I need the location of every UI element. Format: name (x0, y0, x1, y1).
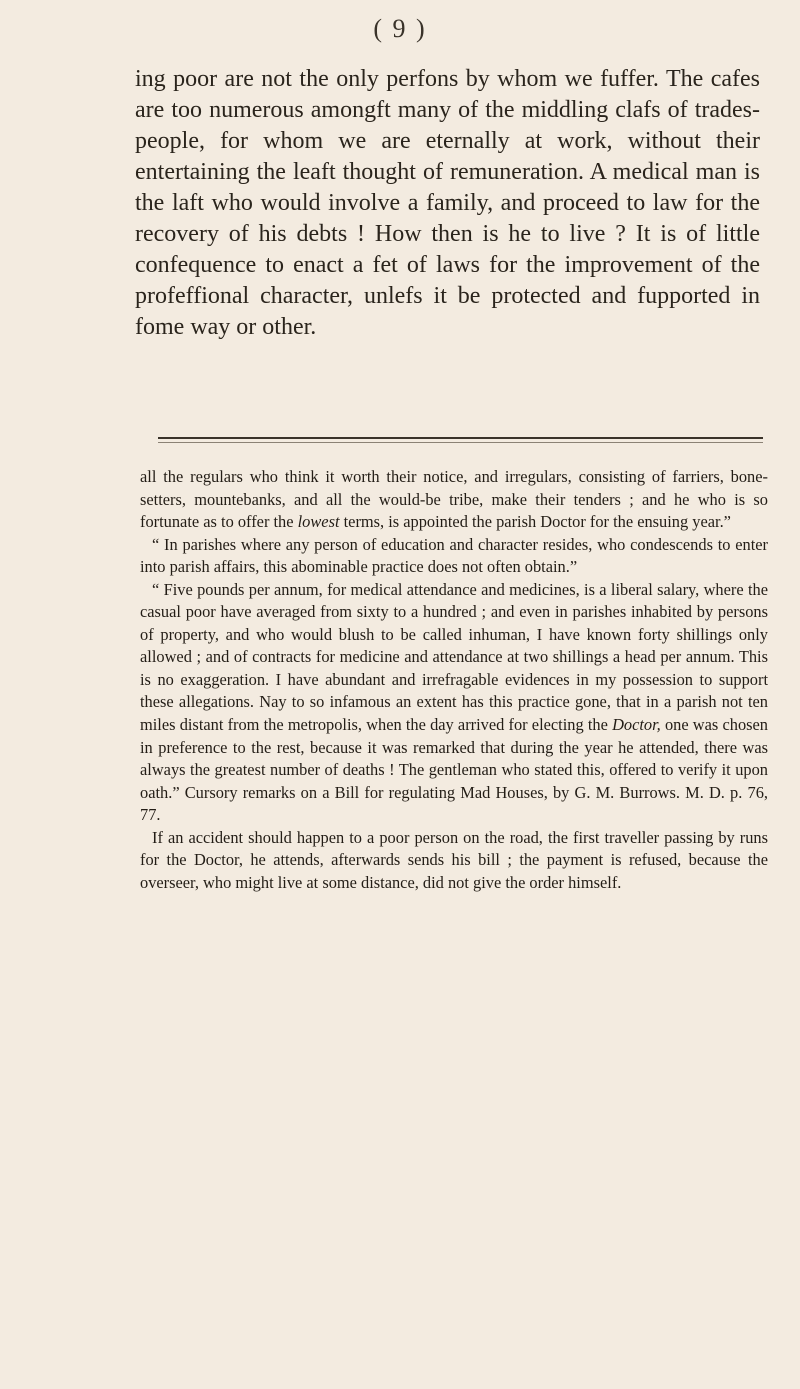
footnote-paragraph-2: “ In parishes where any person of education and character resides, who condescends to enter into parish affairs, this abominable practice does not often obtain.” (140, 534, 768, 577)
footnote-1-emphasis: lowest (297, 512, 340, 532)
footnote-paragraph-1 (140, 466, 768, 534)
page-number: ( 9 ) (373, 14, 427, 43)
footnote-3-emphasis: Doctor, (612, 715, 661, 735)
footnote-divider (158, 437, 763, 439)
footnote-divider-thin (158, 442, 763, 443)
footnote-3-text-start: “ Five pounds per annum, for medical attendance and medicines, is a liberal salary, where the casual poor have averaged from sixty to a hundred ; and even in parishes inhabited by persons of property, and who would blush to be called inhuman, I have known forty shillings only allowed ; and of contracts for medicine and attendance at two shillings a head per annum. This is no exaggeration. I have abundant and irrefragable evidences in my possession to support these allegations. Nay to so infamous an extent has this practice gone, that in a parish not ten miles distant from the metropolis, when the day arrived for electing the (140, 579, 768, 735)
footnotes (140, 466, 768, 894)
footnote-3-text-end: one was chosen in preference to the rest, because it was remarked that during the year he attended, there was always the greatest number of deaths ! The gentleman who stated this, offered to verify it upon oath.” Cursory remarks on a Bill for regulating Mad Houses, by G. M. Burrows. M. D. p. 76, 77. (140, 715, 768, 825)
footnote-paragraph-3 (140, 579, 768, 827)
footnote-paragraph-4: If an accident should happen to a poor person on the road, the first traveller passing by runs for the Doctor, he attends, afterwards sends his bill ; the payment is refused, because the overseer, who might live at some distance, did not give the order himself. (140, 827, 768, 892)
footnote-1-text-end: terms, is appointed the parish Doctor for the ensuing year.” (339, 512, 731, 532)
footnote-1-text-start: all the regulars who think it worth their notice, and irregulars, consisting of farriers, bone-setters, mountebanks, and all the would-be tribe, make their tenders ; and he who is so fortunate as to offer the (140, 467, 768, 532)
main-paragraph: ing poor are not the only perfons by whom we fuffer. The cafes are too numerous amongft many of the middling clafs of trades-people, for whom we are eternally at work, without their entertaining the leaft thought of remuneration. A medical man is the laft who would involve a family, and proceed to law for the recovery of his debts ! How then is he to live ? It is of little confequence to enact a fet of laws for the improvement of the profeffional character, unlefs it be protected and fupported in fome way or other. (135, 66, 760, 340)
